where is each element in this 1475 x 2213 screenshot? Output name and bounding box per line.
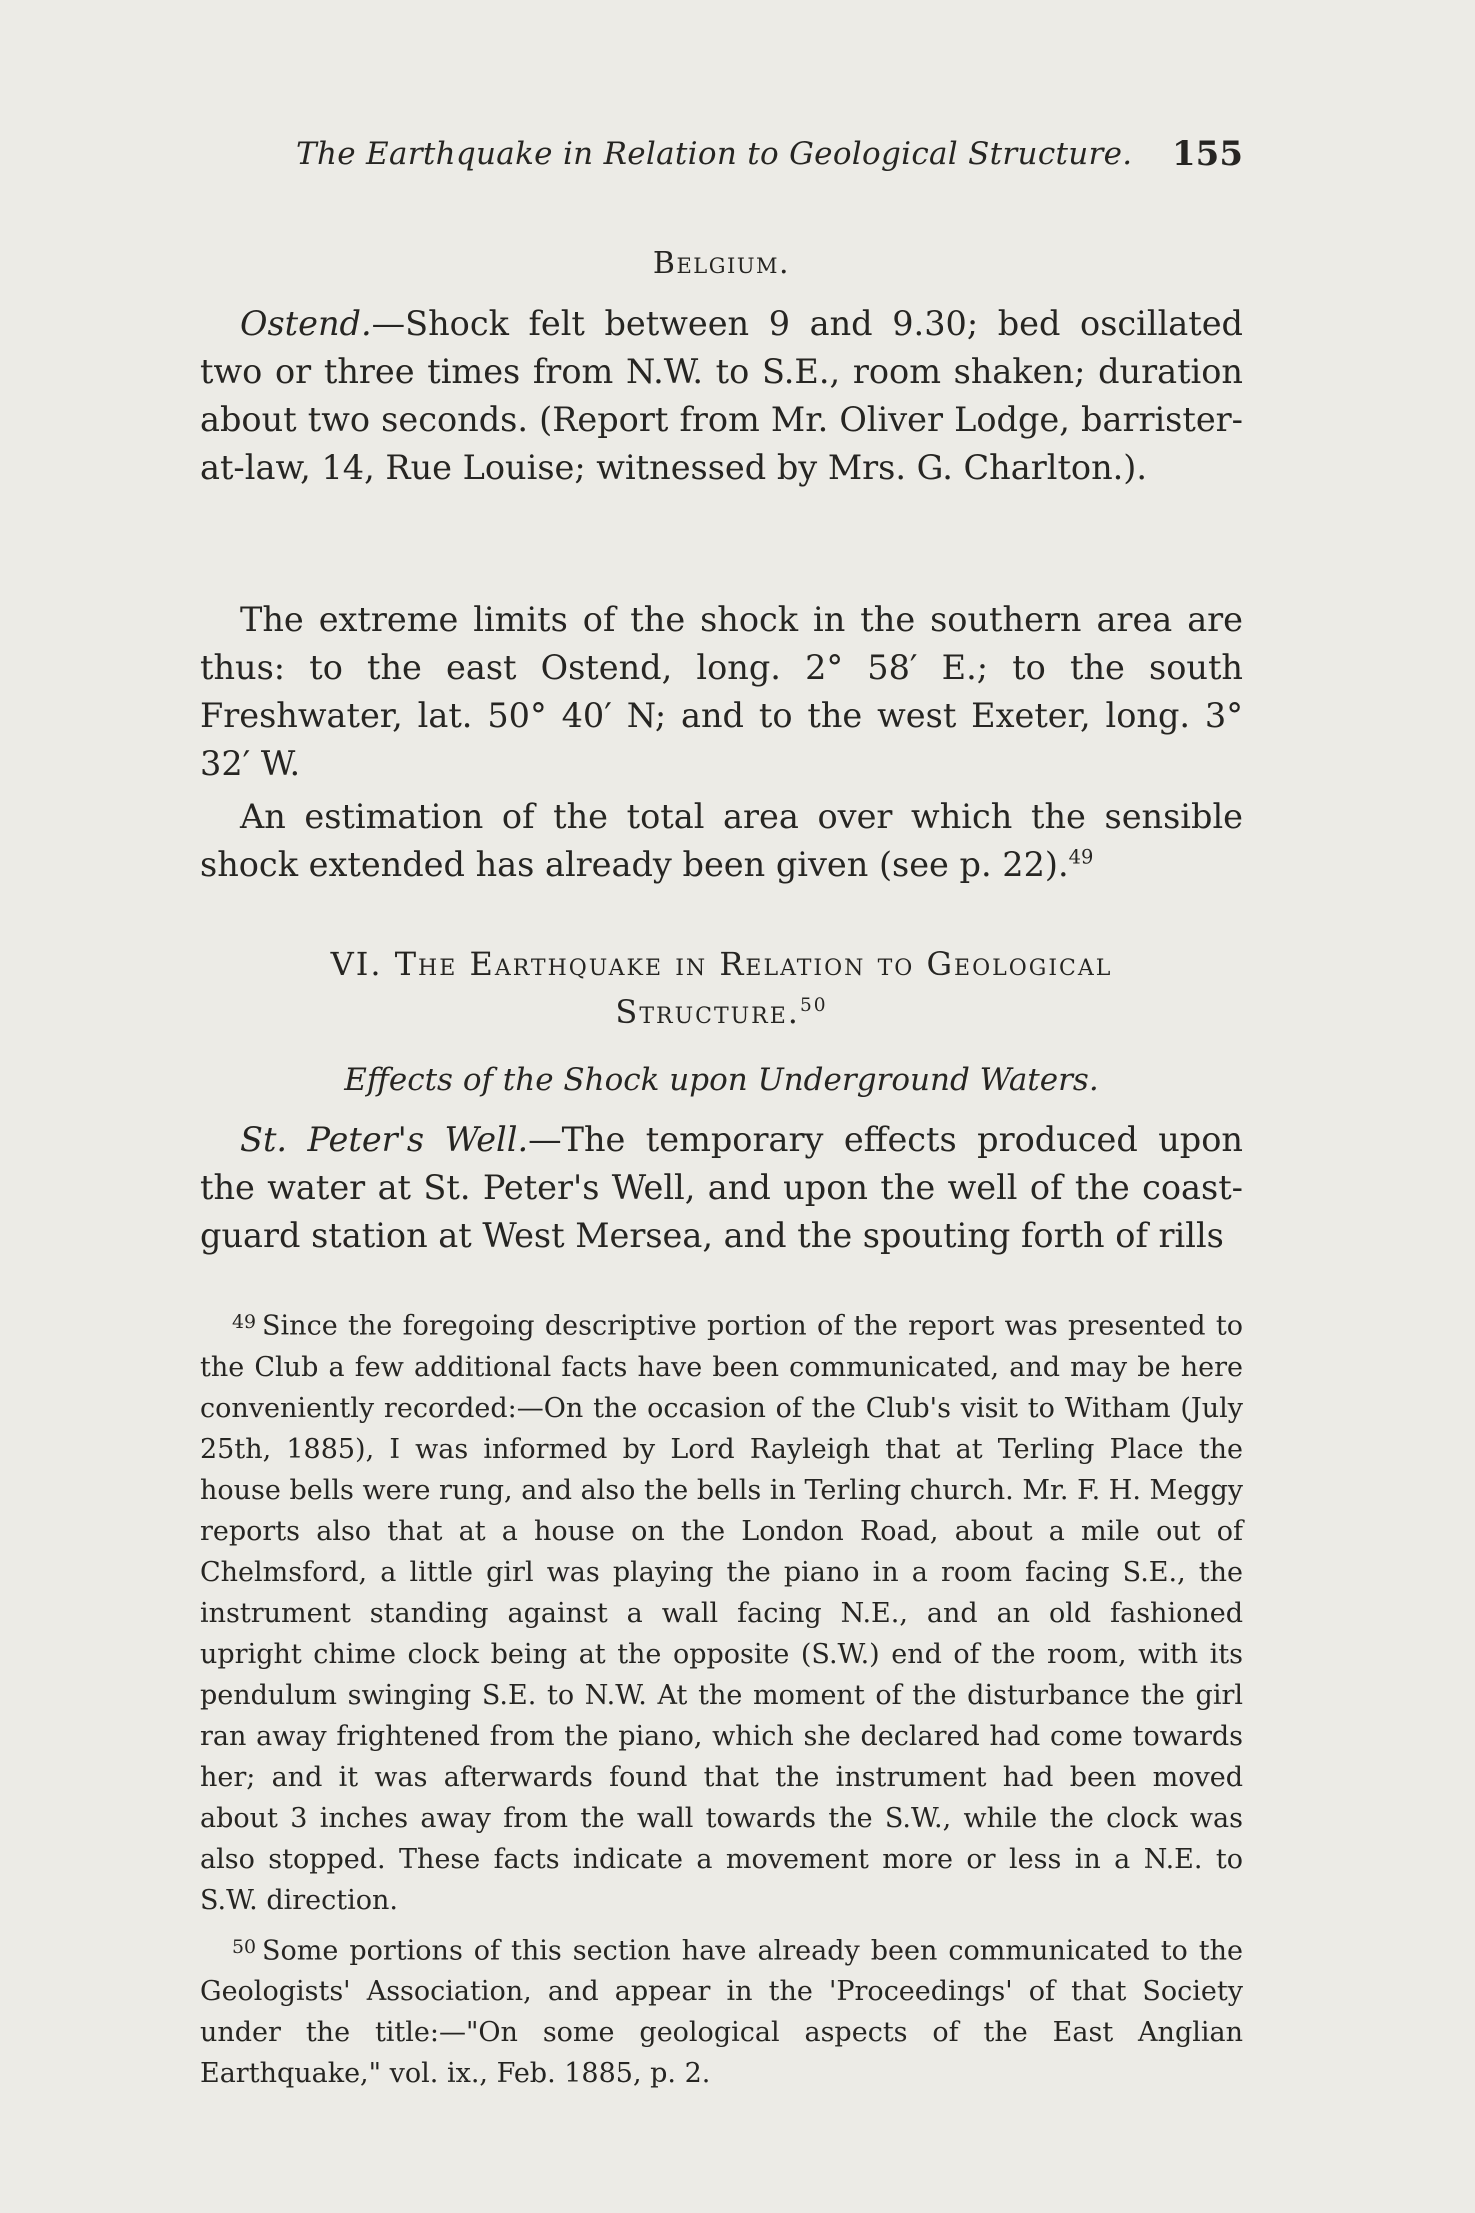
- ostend-place: Ostend.: [240, 304, 372, 343]
- section-title: VI. The Earthquake in Relation to Geological Structure.: [330, 945, 1113, 1031]
- footnote-ref-49: 49: [1068, 845, 1094, 869]
- st-peters-text: —The temporary effects produced upon the water at St. Peter's Well, and upon the well of the coast-guard station at West Mersea, and the spouting forth of rills: [200, 1120, 1243, 1255]
- footnote-49: [200, 1302, 1243, 1921]
- footnote-text: Since the foregoing descriptive portion of the report was presented to the Club a few additional facts have been communicated, and may be here conveniently recorded:—On the occasion of the Club's visit to Witham (July 25th, 1885), I was informed by Lord Rayleigh that at Terling Place the house bells were rung, and also the bells in Terling church. Mr. F. H. Meggy reports also that at a house on the London Road, about a mile out of Chelmsford, a little girl was playing the piano in a room facing S.E., the instrument standing against a wall facing N.E., and an old fashioned upright chime clock being at the opposite (S.W.) end of the room, with its pendulum swinging S.E. to N.W. At the moment of the disturbance the girl ran away frightened from the piano, which she declared had come towards her; and it was afterwards found that the instrument had been moved about 3 inches away from the wall towards the S.W., while the clock was also stopped. These facts indicate a movement more or less in a N.E. to S.W. direction.: [200, 1310, 1243, 1916]
- page-header: [200, 136, 1243, 186]
- footnote-ref-50: 50: [799, 994, 828, 1016]
- estimation-paragraph: [200, 793, 1243, 889]
- ostend-paragraph: [200, 300, 1243, 492]
- st-peters-paragraph: [200, 1116, 1243, 1260]
- footnotes: [200, 1302, 1243, 2094]
- limits-text: The extreme limits of the shock in the southern area are thus: to the east Ostend, long. 2° 58′ E.; to the south Freshwater, lat. 50° 40′ N; and to the west Exeter, long. 3° 32′ W.: [200, 600, 1243, 783]
- running-title: The Earthquake in Relation to Geological Structure.: [296, 136, 1133, 172]
- ostend-text: —Shock felt between 9 and 9.30; bed oscillated two or three times from N.W. to S.E., room shaken; duration about two seconds. (Report from Mr. Oliver Lodge, barrister-at-law, 14, Rue Louise; witnessed by Mrs. G. Charlton.).: [200, 304, 1243, 487]
- belgium-heading: Belgium.: [652, 246, 791, 281]
- estimation-text: An estimation of the total area over which the sensible shock extended has already been given (see p. 22).: [200, 797, 1243, 884]
- footnote-marker: 50: [232, 1935, 257, 1958]
- page-number: 155: [1172, 134, 1243, 174]
- footnote-text: Some portions of this section have already been communicated to the Geologists' Association, and appear in the 'Proceedings' of that Society under the title:—"On some geological aspects of the East Anglian Earthquake," vol. ix., Feb. 1885, p. 2.: [200, 1935, 1243, 2090]
- limits-paragraph: [200, 596, 1243, 788]
- st-peters-place: St. Peter's Well.: [240, 1120, 529, 1159]
- section-heading: [200, 940, 1243, 1036]
- footnote-marker: 49: [232, 1311, 257, 1333]
- footnote-50: [200, 1927, 1243, 2095]
- section-subheading: Effects of the Shock upon Underground Waters.: [344, 1062, 1099, 1098]
